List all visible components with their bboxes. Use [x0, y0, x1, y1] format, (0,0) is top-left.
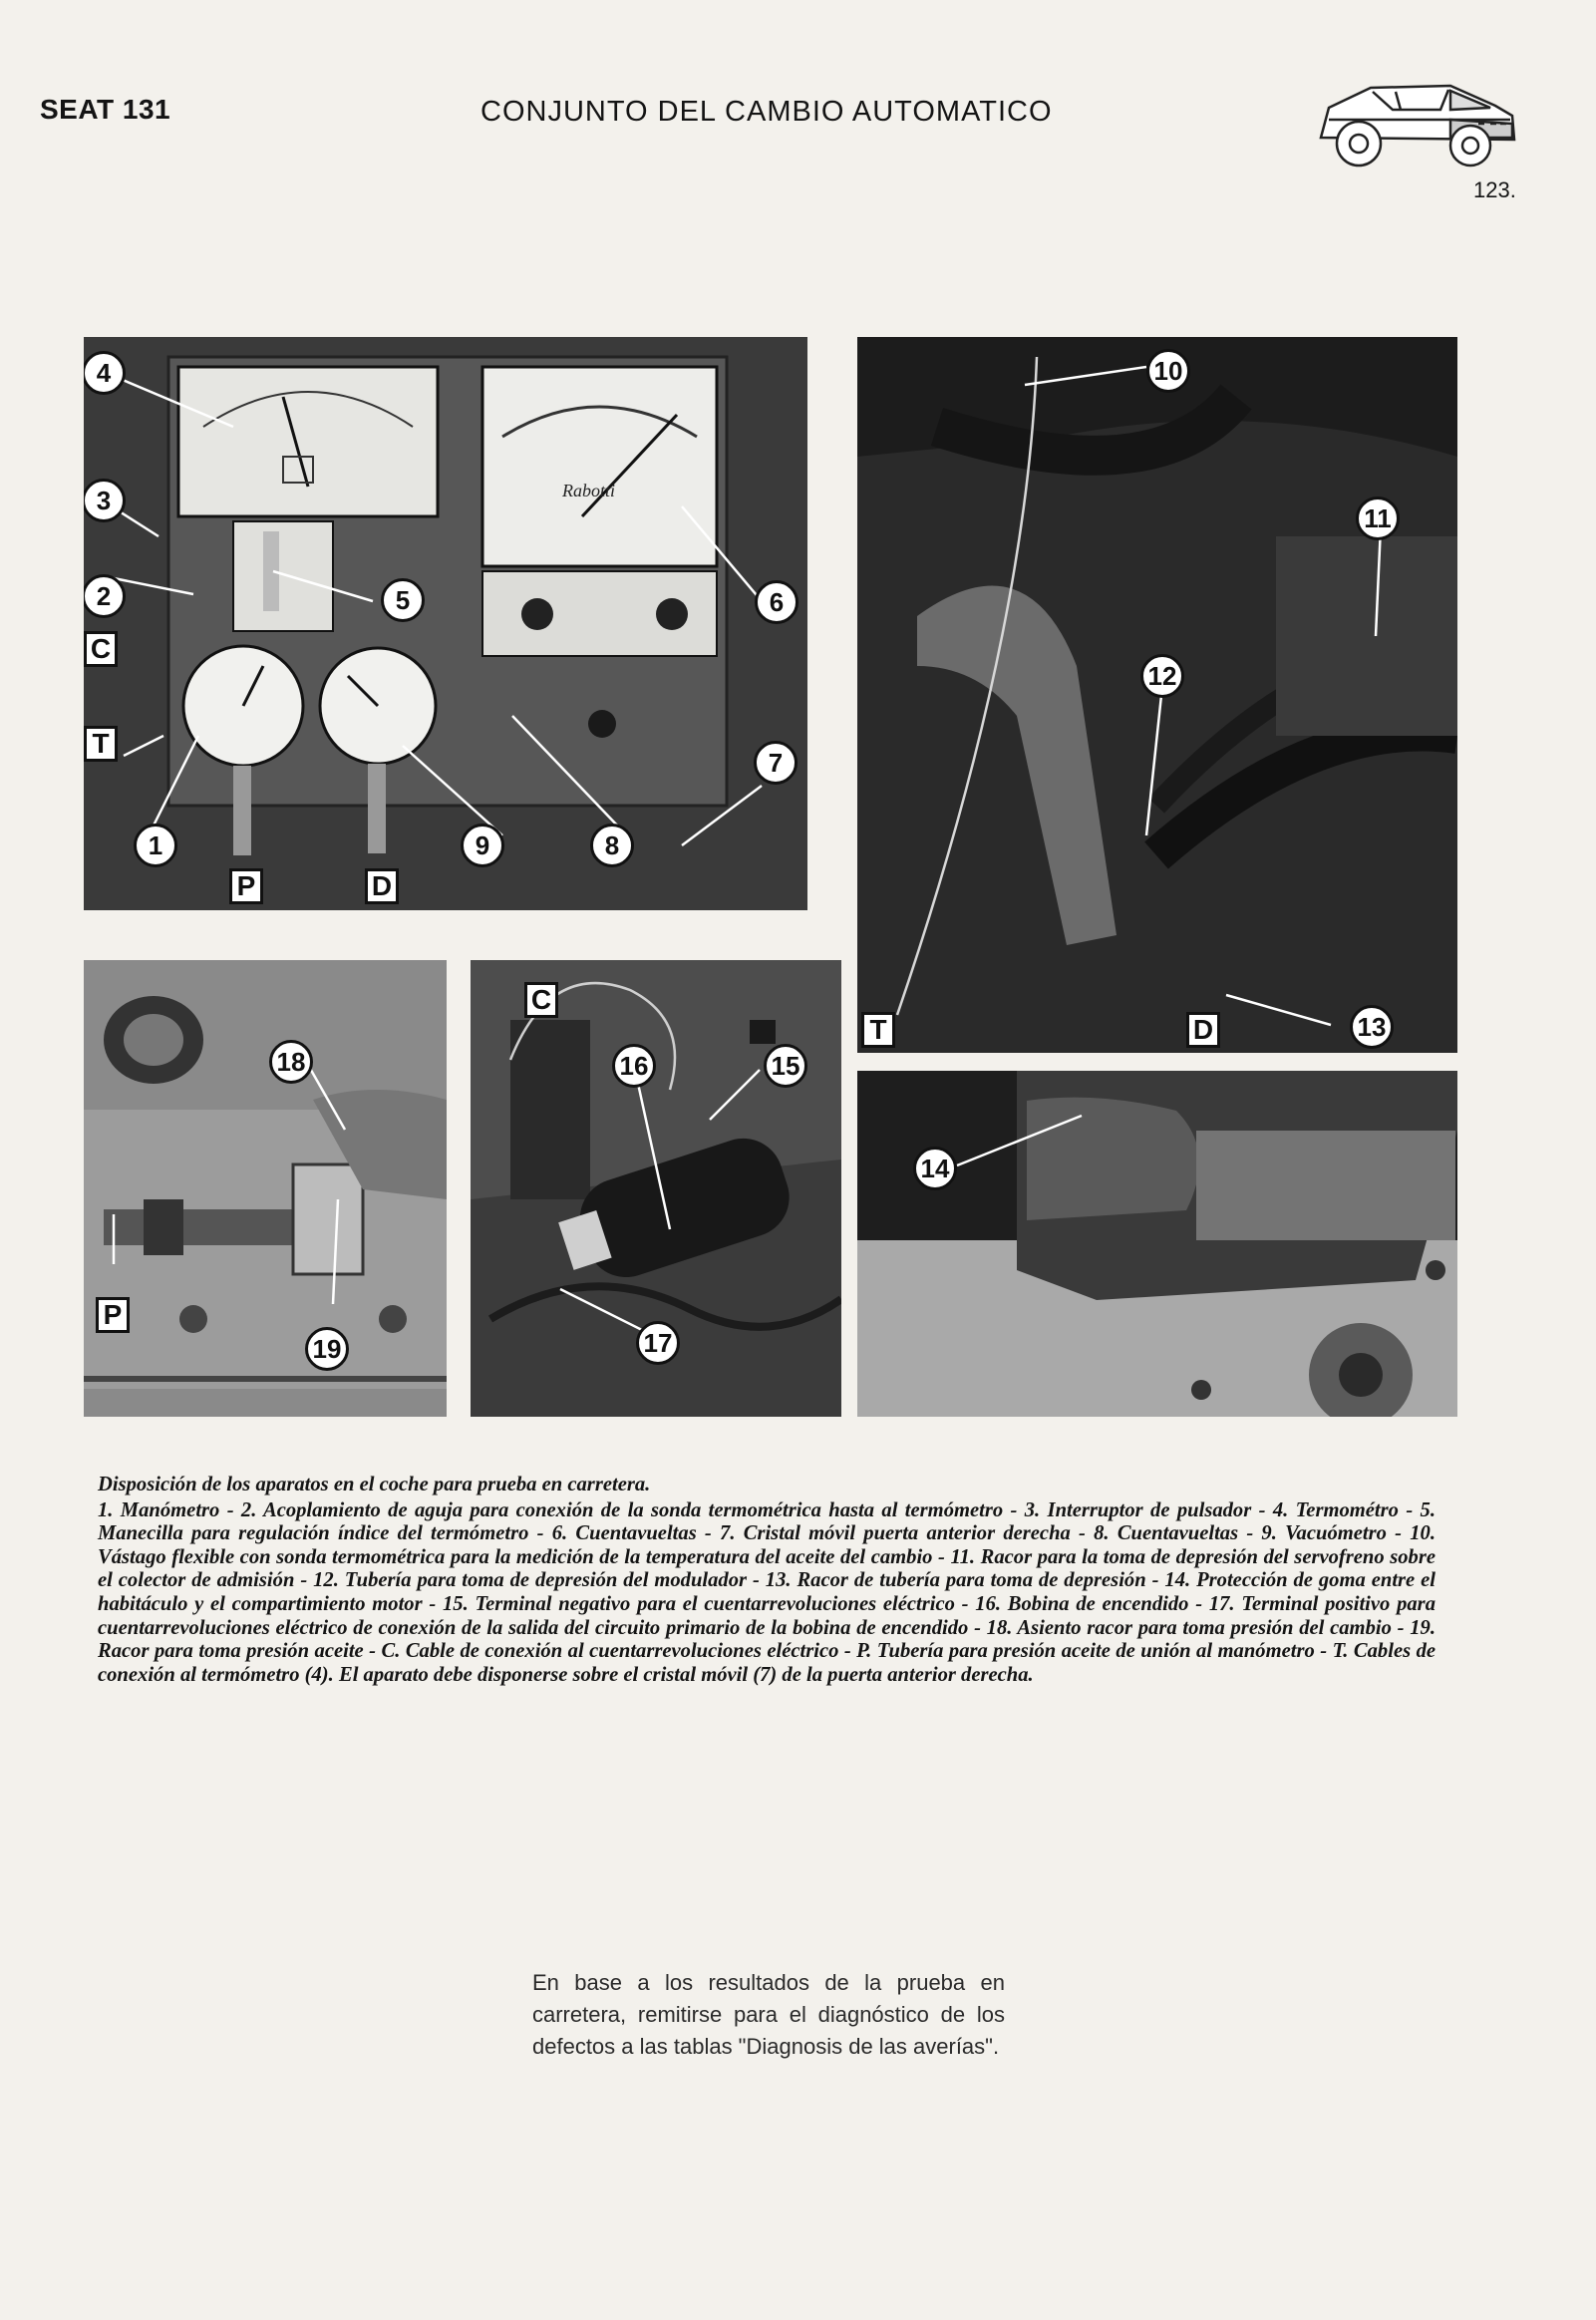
callout-19: 19	[305, 1327, 349, 1371]
callout-17: 17	[636, 1321, 680, 1365]
callout-10: 10	[1146, 349, 1190, 393]
letter-p-panel: P	[229, 868, 263, 904]
callout-11: 11	[1356, 497, 1400, 540]
callout-12: 12	[1140, 654, 1184, 698]
callout-13: 13	[1350, 1005, 1394, 1049]
callout-4: 4	[84, 351, 126, 395]
car-illustration	[1301, 58, 1530, 187]
page-number: 123.	[1473, 177, 1516, 202]
caption-body: 1. Manómetro - 2. Acoplamiento de aguja para conexión de la sonda termométrica hasta al termómetro - 3. Interruptor de pulsador - 4. Termométro - 5. Manecilla para regulación índice del termómetro - 6. Cuentavueltas - 7. Cristal móvil puerta anterior derecha - 8. Cuentavueltas - 9. Vacuómetro - 10. Vástago flexible con sonda termométrica para la medición de la temperatura del aceite del cambio - 11. Racor para la toma de depresión del servofreno sobre el colector de admisión - 12. Tubería para toma de depresión del modulador - 13. Racor de tubería para toma de depresión - 14. Protección de goma entre el habitáculo y el compartimiento motor - 15. Terminal negativo para el cuentarrevoluciones eléctrico - 16. Bobina de encendido - 17. Terminal positivo para cuentarrevoluciones eléctrico de conexión de la salida del circuito primario de la bobina de encendido - 18. Asiento racor para toma presión del cambio - 19. Racor para toma presión aceite - C. Cable de conexión al cuentarrevoluciones eléctrico - P. Tubería para presión aceite de unión al manómetro - T. Cables de conexión al termómetro (4). El aparato debe disponerse sobre el cristal móvil (7) de la puerta anterior derecha.	[98, 1498, 1436, 1686]
letter-d-engine: D	[1186, 1012, 1220, 1048]
caption-title: Disposición de los aparatos en el coche para prueba en carretera.	[98, 1474, 651, 1495]
callout-3: 3	[84, 479, 126, 522]
letter-t-panel: T	[84, 726, 118, 762]
photo-pressure-fitting	[84, 960, 447, 1417]
callout-7: 7	[754, 741, 798, 785]
callout-9: 9	[461, 824, 504, 867]
header-model: SEAT 131	[40, 94, 171, 125]
letter-t-engine: T	[861, 1012, 895, 1048]
photo-rubber-grommet	[857, 1071, 1457, 1417]
callout-5: 5	[381, 578, 425, 622]
callout-8: 8	[590, 824, 634, 867]
callout-16: 16	[612, 1044, 656, 1088]
letter-p-fitting: P	[96, 1297, 130, 1333]
pressure-fitting-illustration	[84, 960, 447, 1417]
photo-instrument-panel	[84, 337, 807, 910]
callout-15: 15	[764, 1044, 807, 1088]
photo-engine-bay	[857, 337, 1457, 1053]
photo-ignition-coil	[471, 960, 841, 1417]
figure-caption	[98, 1474, 1436, 1687]
instrument-panel-illustration	[84, 337, 807, 910]
callout-18: 18	[269, 1040, 313, 1084]
callout-14: 14	[913, 1147, 957, 1190]
letter-c-panel: C	[84, 631, 118, 667]
letter-d-panel: D	[365, 868, 399, 904]
callout-1: 1	[134, 824, 177, 867]
gauge-brand-label: Rabotti	[562, 481, 615, 500]
letter-c-coil: C	[524, 982, 558, 1018]
rubber-grommet-illustration	[857, 1071, 1457, 1417]
callout-2: 2	[84, 574, 126, 618]
header-section-title: CONJUNTO DEL CAMBIO AUTOMATICO	[480, 96, 1053, 128]
diagnosis-note: En base a los resultados de la prueba en carretera, remitirse para el diagnóstico de los defectos a las tablas "Diagnosis de las averías".	[532, 1970, 1005, 2059]
callout-6: 6	[755, 580, 798, 624]
